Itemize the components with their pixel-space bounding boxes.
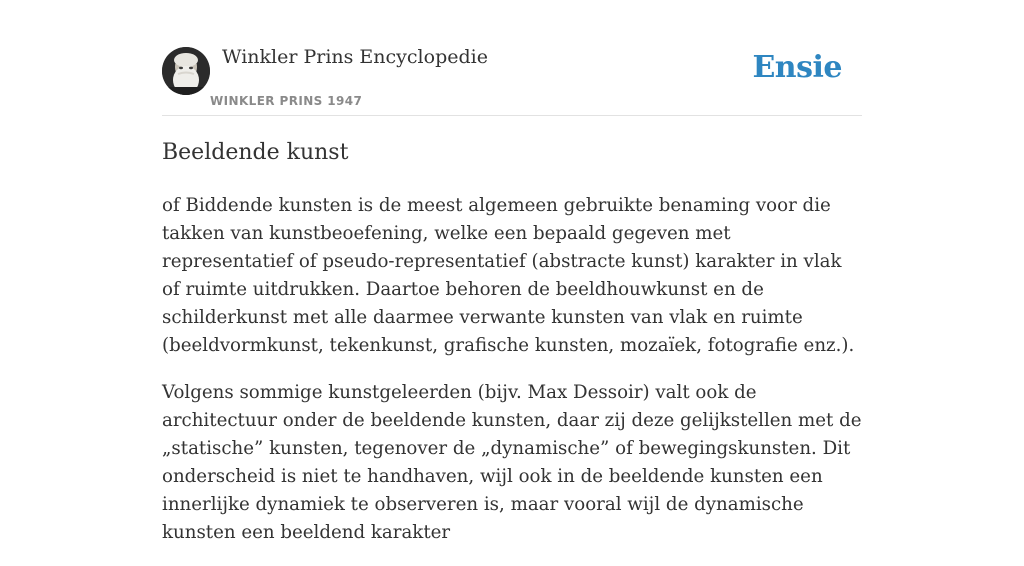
article-title: Beeldende kunst <box>162 140 349 165</box>
article-paragraph: of Biddende kunsten is de meest algemeen gebruikte benaming voor die takken van kunstbeoefening, welke een bepaald gegeven met representatief of pseudo-representatief (abstracte kunst) karakter in vlak of ruimte uitdrukken. Daartoe behoren de beeldhouwkunst en de schilderkunst met alle daarmee verwante kunsten van vlak en ruimte (beeldvormkunst, tekenkunst, grafische kunsten, mozaïek, fotografie enz.). <box>162 195 855 356</box>
source-subtitle[interactable]: WINKLER PRINS 1947 <box>210 94 363 108</box>
avatar[interactable] <box>162 47 210 95</box>
brand-logo[interactable]: Ensie <box>752 50 842 85</box>
article-body <box>162 192 862 566</box>
bearded-man-portrait-icon <box>162 47 210 95</box>
page <box>162 0 862 543</box>
source-header <box>162 0 862 116</box>
article-paragraph: Volgens sommige kunstgeleerden (bijv. Max Dessoir) valt ook de architectuur onder de beeldende kunsten, daar zij deze gelijkstellen met de „statische” kunsten, tegenover de „dynamische” of bewegingskunsten. Dit onderscheid is niet te handhaven, wijl ook in de beeldende kunsten een innerlijke dynamiek te observeren is, maar vooral wijl de dynamische kunsten een beeldend karakter <box>162 382 862 543</box>
source-title[interactable]: Winkler Prins Encyclopedie <box>222 46 488 68</box>
